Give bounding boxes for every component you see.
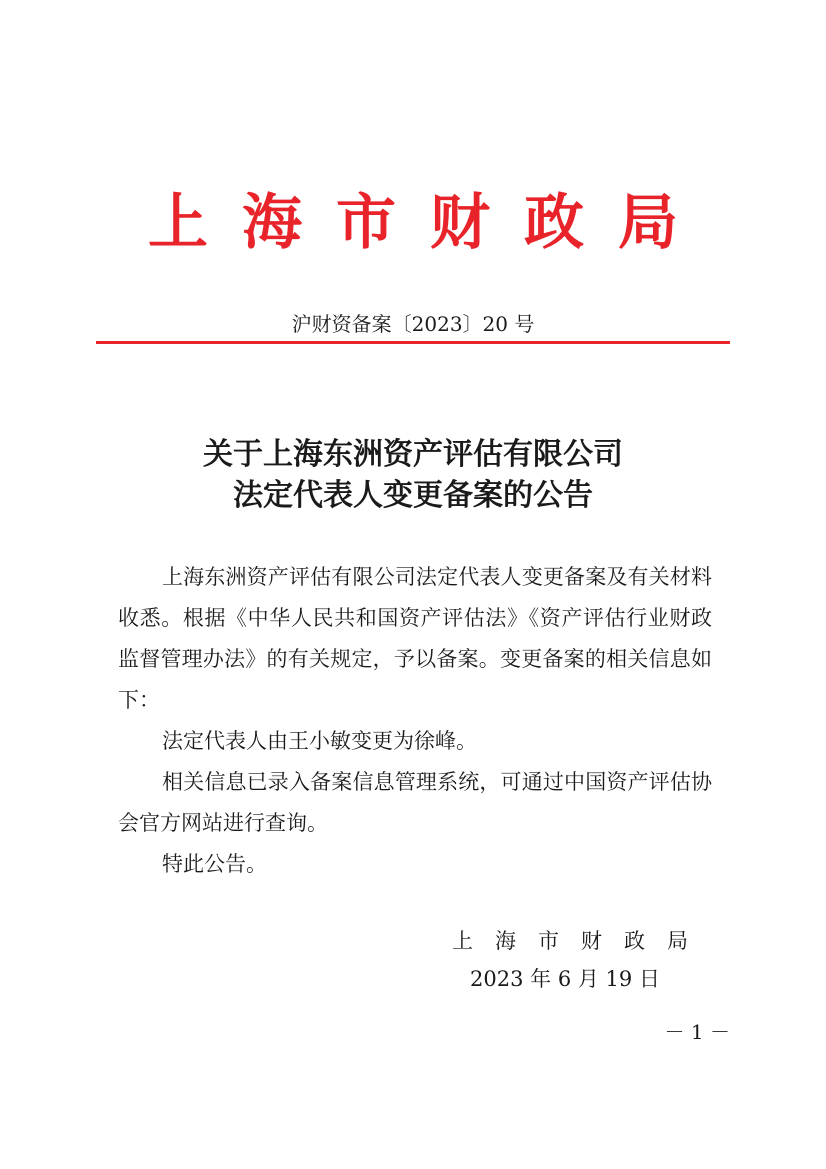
title-line-1: 关于上海东洲资产评估有限公司 [203, 437, 623, 472]
announcement-title [0, 434, 826, 516]
masthead-title: 上海市财政局 [148, 188, 712, 258]
signature-organization: 上海市财政局 [452, 929, 710, 953]
body-paragraph-4: 特此公告。 [162, 852, 267, 876]
red-divider-line [96, 341, 730, 344]
signature-date: 2023 年 6 月 19 日 [470, 967, 660, 991]
body-paragraph-3: 相关信息已录入备案信息管理系统，可通过中国资产评估协会官方网站进行查询。 [118, 770, 712, 835]
body-paragraph-1: 上海东洲资产评估有限公司法定代表人变更备案及有关材料收悉。根据《中华人民共和国资产评估法》《资产评估行业财政监督管理办法》的有关规定，予以备案。变更备案的相关信息如下： [118, 565, 712, 712]
announcement-body [118, 557, 712, 885]
body-paragraph-2: 法定代表人由王小敏变更为徐峰。 [162, 729, 477, 753]
signature-block [430, 922, 710, 998]
document-number: 沪财资备案〔2023〕20 号 [291, 312, 535, 336]
page-number: － 1 － [664, 1020, 730, 1044]
title-line-2: 法定代表人变更备案的公告 [233, 478, 593, 513]
